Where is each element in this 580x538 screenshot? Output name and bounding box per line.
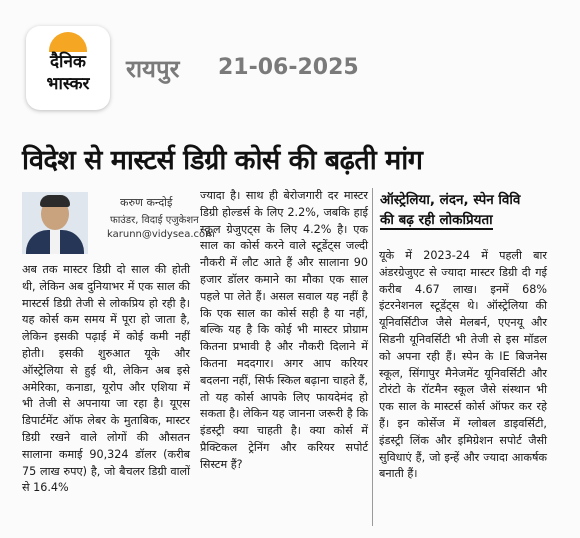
dainik-bhaskar-logo (26, 26, 110, 110)
column-1-text: अब तक मास्टर डिग्री दो साल की होती थी, लेकिन अब दुनियाभर में एक साल की मास्टर्स डिग्री तेजी से लोकप्रिय हो रही है। यह कोर्स कम समय में पूरा हो जाता है, लेकिन इसकी पढ़ाई में कोई कमी नहीं होती। इसकी शुरुआत यूके और ऑस्ट्रेलिया से हुई थी, लेकिन अब इसे अमेरिका, कनाडा, यूरोप और एशिया में भी तेजी से अपनाया जा रहा है। यूएस डिपार्टमेंट ऑफ लेबर के मुताबिक, मास्टर डिग्री रखने वाले लोगों की औसतन सालाना कमाई 90,324 डॉलर (करीब 75 लाख रुपए) है, जो बैचलर डिग्री वालों से 16.4% (22, 263, 190, 495)
logo-text-line1: दैनिक (50, 52, 86, 72)
article-column-1 (22, 262, 190, 497)
author-photo (22, 192, 88, 254)
article-headline: विदेश से मास्टर्स डिग्री कोर्स की बढ़ती मांग (22, 145, 423, 176)
subheading-line-1: ऑस्ट्रेलिया, लंदन, स्पेन विवि (380, 192, 521, 208)
article-column-3 (379, 248, 547, 483)
subheading (380, 190, 556, 230)
column-2-text: ज्यादा है। साथ ही बेरोजगारी दर मास्टर डिग्री होल्डर्स के लिए 2.2%, जबकि हाई स्कूल ग्रेजुएट्स के लिए 4.2% है। एक साल का कोर्स करने वाले स्टूडेंट्स जल्दी नौकरी में लौट आते हैं और सालाना 90 हजार डॉलर कमाने का मौका एक साल पहले पा लेते हैं। असल सवाल यह नहीं है कि एक साल का कोर्स सही है या नहीं, बल्कि यह है कि कोई भी मास्टर प्रोग्राम कितना प्रभावी है और नौकरी दिलाने में कितना मददगार। अगर आप करियर बदलना नहीं, सिर्फ स्किल बढ़ाना चाहते हैं, तो यह कोर्स आपके लिए फायदेमंद हो सकता है। लेकिन यह जानना जरूरी है कि इंडस्ट्री क्या चाहती है। क्या कोर्स में प्रैक्टिकल ट्रेनिंग और करियर सपोर्ट सिस्टम हैं? (200, 189, 368, 471)
author-designation: फाउंडर, विदाई एजुकेशन (110, 215, 199, 226)
sun-emblem-icon (49, 32, 87, 52)
logo-text-line2: भास्कर (46, 74, 90, 94)
edition-city: रायपुर (126, 55, 180, 83)
author-name: करुण कन्दोई (120, 196, 173, 209)
author-email: karunn@vidysea.com (107, 229, 215, 240)
edition-date: 21-06-2025 (218, 55, 359, 80)
subheading-line-2-text: की बढ़ रही लोकप्रियता (380, 212, 493, 228)
column-divider (372, 188, 373, 526)
subheading-line-2 (380, 210, 556, 230)
article-column-2 (200, 188, 368, 474)
column-3-text: यूके में 2023-24 में पहली बार अंडरग्रेजुएट से ज्यादा मास्टर डिग्री दी गई करीब 4.67 लाख। इनमें 68% इंटरनेशनल स्टूडेंट्स थे। ऑस्ट्रेलिया की यूनिवर्सिटीज जैसे मेलबर्न, एएनयू और सिडनी यूनिवर्सिटी भी तेजी से इस मॉडल को अपना रही हैं। स्पेन के IE बिजनेस स्कूल, सिंगापुर मैनेजमेंट यूनिवर्सिटी और टोरंटो के रॉटमैन स्कूल जैसे संस्थान भी एक साल के मास्टर्स कोर्स ऑफर कर रहे हैं। इन कोर्सेज में ग्लोबल डाइवर्सिटी, इंडस्ट्री लिंक और इमिग्रेशन सपोर्ट जैसी सुविधाएं हैं, जो इन्हें और ज्यादा आकर्षक बनाती हैं। (379, 249, 547, 481)
